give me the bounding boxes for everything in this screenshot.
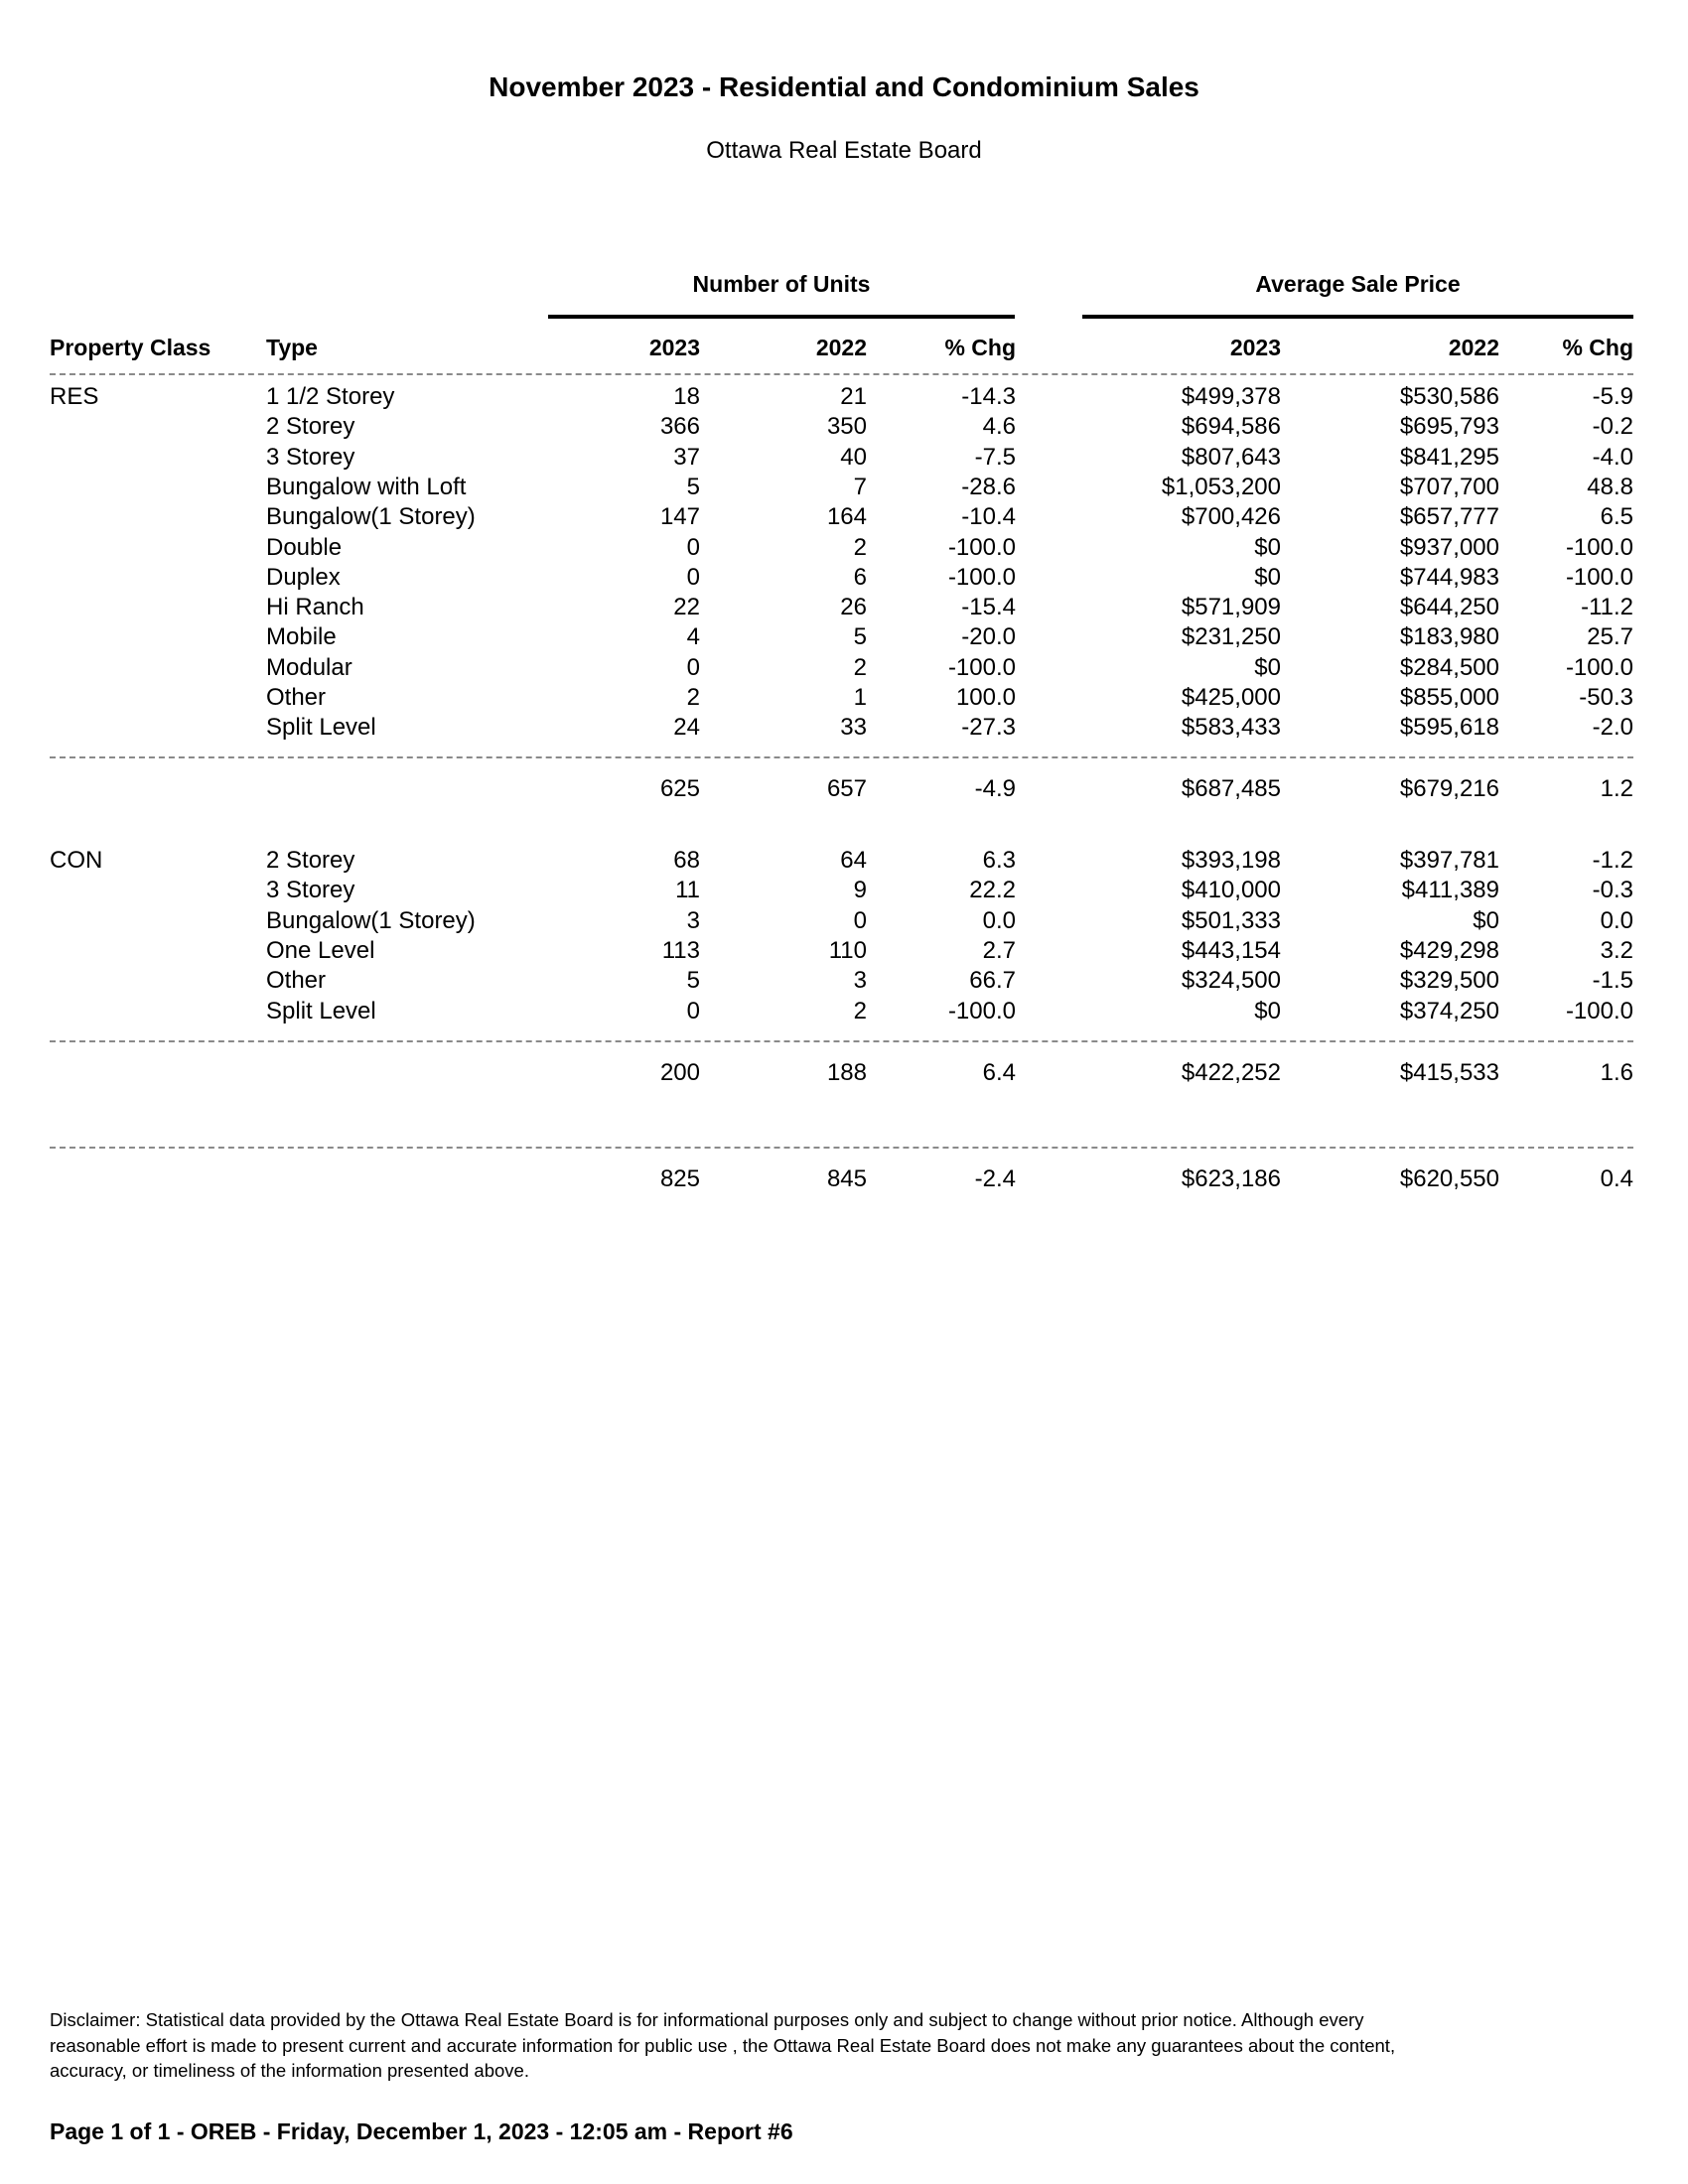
cell-units-chg: 66.7 — [969, 967, 1016, 995]
cell-units-2023: 68 — [673, 847, 700, 874]
subtotal-price-2022: $415,533 — [1399, 1058, 1499, 1086]
header-divider — [50, 373, 1633, 375]
cell-units-2022: 350 — [826, 413, 867, 441]
cell-units-2022: 110 — [828, 936, 867, 964]
cell-price-2022: $411,389 — [1401, 877, 1499, 904]
row-type: 2 Storey — [266, 413, 355, 441]
property-class-label: RES — [50, 383, 99, 410]
cell-units-2023: 0 — [686, 653, 700, 681]
cell-price-2023: $0 — [1254, 563, 1281, 591]
cell-price-2023: $571,909 — [1181, 594, 1281, 621]
subtotal-units-2023: 625 — [659, 775, 700, 803]
subtotal-price-chg: 1.6 — [1600, 1058, 1633, 1086]
cell-price-2022: $329,500 — [1399, 967, 1499, 995]
cell-units-2022: 21 — [840, 383, 867, 410]
cell-units-2022: 5 — [853, 623, 867, 651]
col-header-price-chg: % Chg — [1562, 335, 1633, 360]
grand-total-price-chg: 0.4 — [1600, 1165, 1633, 1192]
row-type: 3 Storey — [266, 877, 355, 904]
col-header-type: Type — [266, 335, 318, 360]
page-footer: Page 1 of 1 - OREB - Friday, December 1, 2023 - 12:05 am - Report #6 — [50, 2118, 793, 2144]
cell-units-2022: 6 — [853, 563, 867, 591]
cell-price-chg: 0.0 — [1600, 906, 1633, 934]
section-divider — [50, 1040, 1633, 1042]
row-type: Mobile — [266, 623, 337, 651]
cell-units-chg: -15.4 — [961, 594, 1016, 621]
cell-units-2023: 4 — [686, 623, 700, 651]
cell-price-chg: -11.2 — [1581, 594, 1633, 621]
units-group-rule — [548, 315, 1015, 319]
cell-price-chg: -0.3 — [1592, 877, 1633, 904]
col-header-units-chg: % Chg — [944, 335, 1016, 360]
cell-units-2022: 33 — [840, 714, 867, 742]
cell-units-chg: 100.0 — [955, 684, 1016, 711]
cell-price-2023: $0 — [1254, 653, 1281, 681]
cell-units-2023: 5 — [686, 967, 700, 995]
cell-price-2022: $707,700 — [1399, 473, 1499, 500]
cell-units-2022: 2 — [853, 653, 867, 681]
cell-units-2022: 164 — [826, 503, 867, 531]
cell-units-2023: 147 — [659, 503, 700, 531]
subtotal-price-2023: $687,485 — [1181, 775, 1281, 803]
row-type: Bungalow(1 Storey) — [266, 503, 476, 531]
disclaimer-text: Disclaimer: Statistical data provided by the Ottawa Real Estate Board is for informational purposes only and subject to change without prior notice. Although every reasonable effort is made to present current and accurate information for public use , the Ottawa Real Estate Board does not make any guarantees about the content, accuracy, or timeliness of the information presented above. — [50, 2009, 1396, 2081]
row-type: 3 Storey — [266, 443, 355, 471]
units-group-header: Number of Units — [692, 271, 871, 297]
col-header-units-2022: 2022 — [815, 335, 867, 360]
property-class-label: CON — [50, 847, 103, 874]
cell-units-2023: 0 — [686, 563, 700, 591]
cell-price-chg: -1.2 — [1592, 847, 1633, 874]
cell-price-2022: $657,777 — [1399, 503, 1499, 531]
cell-price-chg: 25.7 — [1587, 623, 1633, 651]
cell-units-2023: 113 — [661, 936, 700, 964]
cell-price-2022: $841,295 — [1399, 443, 1499, 471]
cell-price-2023: $499,378 — [1181, 383, 1281, 410]
cell-units-2022: 26 — [840, 594, 867, 621]
price-group-header: Average Sale Price — [1255, 271, 1461, 297]
col-header-price-2023: 2023 — [1229, 335, 1281, 360]
row-type: 1 1/2 Storey — [266, 383, 395, 410]
cell-units-chg: 2.7 — [982, 936, 1016, 964]
cell-units-2023: 0 — [686, 533, 700, 561]
row-type: 2 Storey — [266, 847, 355, 874]
cell-units-chg: -7.5 — [974, 443, 1016, 471]
cell-price-chg: -2.0 — [1592, 714, 1633, 742]
row-type: Split Level — [266, 997, 376, 1024]
cell-units-2022: 1 — [853, 684, 867, 711]
grand-total-units-chg: -2.4 — [974, 1165, 1016, 1192]
grand-total-units-2023: 825 — [659, 1165, 700, 1192]
cell-price-chg: 48.8 — [1587, 473, 1633, 500]
row-type: Bungalow(1 Storey) — [266, 906, 476, 934]
cell-price-2023: $231,250 — [1181, 623, 1281, 651]
cell-price-chg: -0.2 — [1592, 413, 1633, 441]
subtotal-units-2022: 188 — [826, 1058, 867, 1086]
cell-units-chg: -20.0 — [961, 623, 1016, 651]
subtotal-units-chg: 6.4 — [982, 1058, 1016, 1086]
cell-units-2023: 0 — [686, 997, 700, 1024]
subtotal-units-2023: 200 — [659, 1058, 700, 1086]
cell-price-2022: $937,000 — [1399, 533, 1499, 561]
section-divider — [50, 756, 1633, 758]
cell-price-2023: $0 — [1254, 997, 1281, 1024]
cell-units-2023: 24 — [673, 714, 700, 742]
cell-price-2023: $0 — [1254, 533, 1281, 561]
cell-units-chg: 22.2 — [969, 877, 1016, 904]
cell-price-2022: $855,000 — [1399, 684, 1499, 711]
cell-price-2023: $324,500 — [1181, 967, 1281, 995]
cell-units-chg: -100.0 — [947, 997, 1016, 1024]
cell-units-2023: 5 — [686, 473, 700, 500]
cell-price-2023: $501,333 — [1181, 906, 1281, 934]
row-type: Modular — [266, 653, 352, 681]
col-header-property-class: Property Class — [50, 335, 211, 360]
cell-price-2022: $183,980 — [1399, 623, 1499, 651]
row-type: Other — [266, 684, 327, 711]
cell-units-2023: 3 — [686, 906, 700, 934]
cell-price-2022: $744,983 — [1399, 563, 1499, 591]
grand-total-price-2023: $623,186 — [1181, 1165, 1281, 1192]
cell-units-chg: 0.0 — [982, 906, 1016, 934]
cell-units-2023: 22 — [673, 594, 700, 621]
cell-price-2023: $694,586 — [1181, 413, 1281, 441]
row-type: Hi Ranch — [266, 594, 364, 621]
row-type: Duplex — [266, 563, 341, 591]
cell-price-2022: $284,500 — [1399, 653, 1499, 681]
cell-units-2023: 18 — [673, 383, 700, 410]
cell-units-2023: 37 — [673, 443, 700, 471]
cell-units-chg: -100.0 — [947, 653, 1016, 681]
cell-price-2023: $425,000 — [1181, 684, 1281, 711]
cell-price-2022: $595,618 — [1399, 714, 1499, 742]
row-type: Split Level — [266, 714, 376, 742]
cell-units-2022: 0 — [853, 906, 867, 934]
cell-price-2022: $695,793 — [1399, 413, 1499, 441]
cell-price-chg: -100.0 — [1565, 563, 1633, 591]
cell-price-2022: $374,250 — [1399, 997, 1499, 1024]
cell-units-2023: 11 — [675, 877, 700, 904]
cell-units-2022: 40 — [840, 443, 867, 471]
cell-units-chg: 4.6 — [982, 413, 1016, 441]
cell-units-chg: -100.0 — [947, 563, 1016, 591]
cell-price-2022: $397,781 — [1399, 847, 1499, 874]
cell-units-2022: 64 — [840, 847, 867, 874]
cell-units-2022: 2 — [853, 997, 867, 1024]
cell-price-chg: -1.5 — [1592, 967, 1633, 995]
cell-price-2023: $700,426 — [1181, 503, 1281, 531]
cell-price-chg: 3.2 — [1600, 936, 1633, 964]
cell-units-chg: -14.3 — [961, 383, 1016, 410]
col-header-price-2022: 2022 — [1448, 335, 1499, 360]
subtotal-units-2022: 657 — [826, 775, 867, 803]
cell-price-chg: -5.9 — [1592, 383, 1633, 410]
subtotal-units-chg: -4.9 — [974, 775, 1016, 803]
cell-price-chg: -4.0 — [1592, 443, 1633, 471]
row-type: One Level — [266, 936, 375, 964]
cell-price-chg: -100.0 — [1565, 533, 1633, 561]
grand-total-price-2022: $620,550 — [1399, 1165, 1499, 1192]
cell-price-chg: -100.0 — [1565, 653, 1633, 681]
cell-price-2022: $644,250 — [1399, 594, 1499, 621]
price-group-rule — [1082, 315, 1633, 319]
cell-units-2022: 2 — [853, 533, 867, 561]
cell-units-chg: -28.6 — [961, 473, 1016, 500]
report-title: November 2023 - Residential and Condominium Sales — [489, 71, 1199, 102]
cell-units-2023: 2 — [686, 684, 700, 711]
row-type: Bungalow with Loft — [266, 473, 467, 500]
cell-units-2022: 3 — [853, 967, 867, 995]
cell-price-2023: $410,000 — [1181, 877, 1281, 904]
cell-units-chg: -27.3 — [961, 714, 1016, 742]
col-header-units-2023: 2023 — [648, 335, 700, 360]
cell-price-2023: $583,433 — [1181, 714, 1281, 742]
cell-price-2022: $0 — [1473, 906, 1499, 934]
report-subtitle: Ottawa Real Estate Board — [706, 137, 982, 164]
cell-units-chg: 6.3 — [982, 847, 1016, 874]
cell-units-2022: 7 — [853, 473, 867, 500]
subtotal-price-2023: $422,252 — [1181, 1058, 1281, 1086]
cell-price-chg: -100.0 — [1565, 997, 1633, 1024]
cell-units-chg: -100.0 — [947, 533, 1016, 561]
grand-total-divider — [50, 1147, 1633, 1149]
cell-price-2023: $443,154 — [1181, 936, 1281, 964]
cell-price-chg: -50.3 — [1579, 684, 1633, 711]
subtotal-price-chg: 1.2 — [1600, 775, 1633, 803]
subtotal-price-2022: $679,216 — [1399, 775, 1499, 803]
cell-price-2022: $429,298 — [1399, 936, 1499, 964]
cell-price-2022: $530,586 — [1399, 383, 1499, 410]
cell-units-2023: 366 — [659, 413, 700, 441]
cell-price-2023: $807,643 — [1181, 443, 1281, 471]
cell-units-chg: -10.4 — [961, 503, 1016, 531]
row-type: Other — [266, 967, 327, 995]
cell-units-2022: 9 — [853, 877, 867, 904]
cell-price-chg: 6.5 — [1600, 503, 1633, 531]
grand-total-units-2022: 845 — [826, 1165, 867, 1192]
cell-price-2023: $1,053,200 — [1161, 473, 1281, 500]
row-type: Double — [266, 533, 343, 561]
cell-price-2023: $393,198 — [1181, 847, 1281, 874]
